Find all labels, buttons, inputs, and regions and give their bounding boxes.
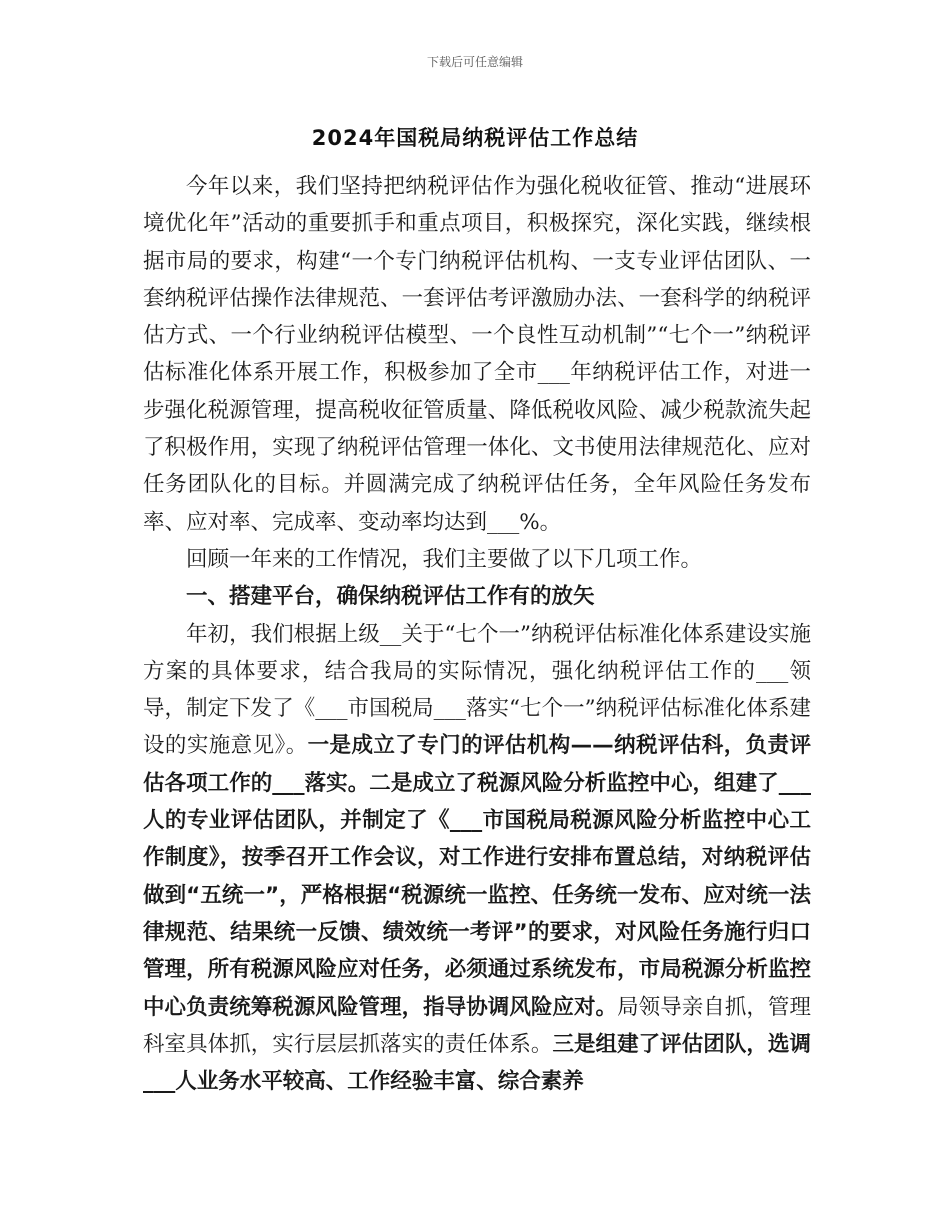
paragraph-text: 局领导亲自抓，管理科室具体抓，实行层层抓落实的责任体系。 [143,994,811,1057]
document-title: 2024年国税局纳税评估工作总结 [311,126,639,150]
paragraph-review: 回顾一年来的工作情况，我们主要做了以下几项工作。 [186,546,703,572]
paragraph-bold-text: 一是成立了专门的评估机构——纳税评估科，负责评估各项工作的___落实。二是成立了税源风险分析监控中心，组建了___人的专业评估团队，并制定了《___市国税局税源风险分析监控中心工作制度》，按季召开工作会议，对工作进行安排布置总结，对纳税评估做到“五统一”，严格根据“税源统一监控、任务统一发布、应对统一法律规范、结果统一反馈、绩效统一考评”的要求，对风险任务施行归口管理，所有税源风险应对任务，必须通过系统发布，市局税源分析监控中心负责统筹税源风险管理，指导协调风险应对。 [143,733,811,1020]
paragraph-bold-text: 三是组建了评估团队，选调___人业务水平较高、工作经验丰富、综合素养 [143,1031,811,1095]
paragraph-section-1 [143,616,811,1101]
document-body [143,168,811,1100]
section-heading-1: 一、搭建平台，确保纳税评估工作有的放矢 [186,584,595,610]
paragraph-text: 年初，我们根据上级__关于“七个一”纳税评估标准化体系建设实施方案的具体要求，结合我局的实际情况，强化纳税评估工作的___领导，制定下发了《___市国税局___落实“七个一”纳税评估标准化体系建设的实施意见》。 [143,621,811,759]
header-note: 下载后可任意编辑 [426,55,523,69]
paragraph-intro: 今年以来，我们坚持把纳税评估作为强化税收征管、推动“进展环境优化年”活动的重要抓手和重点项目，积极探究，深化实践，继续根据市局的要求，构建“一个专门纳税评估机构、一支专业评估团队、一套纳税评估操作法律规范、一套评估考评激励办法、一套科学的纳税评估方式、一个行业纳税评估模型、一个良性互动机制”“七个一”纳税评估标准化体系开展工作，积极参加了全市___年纳税评估工作，对进一步强化税源管理，提高税收征管质量、降低税收风险、减少税款流失起了积极作用，实现了纳税评估管理一体化、文书使用法律规范化、应对任务团队化的目标。并圆满完成了纳税评估任务，全年风险任务发布率、应对率、完成率、变动率均达到___%。 [143,174,811,535]
